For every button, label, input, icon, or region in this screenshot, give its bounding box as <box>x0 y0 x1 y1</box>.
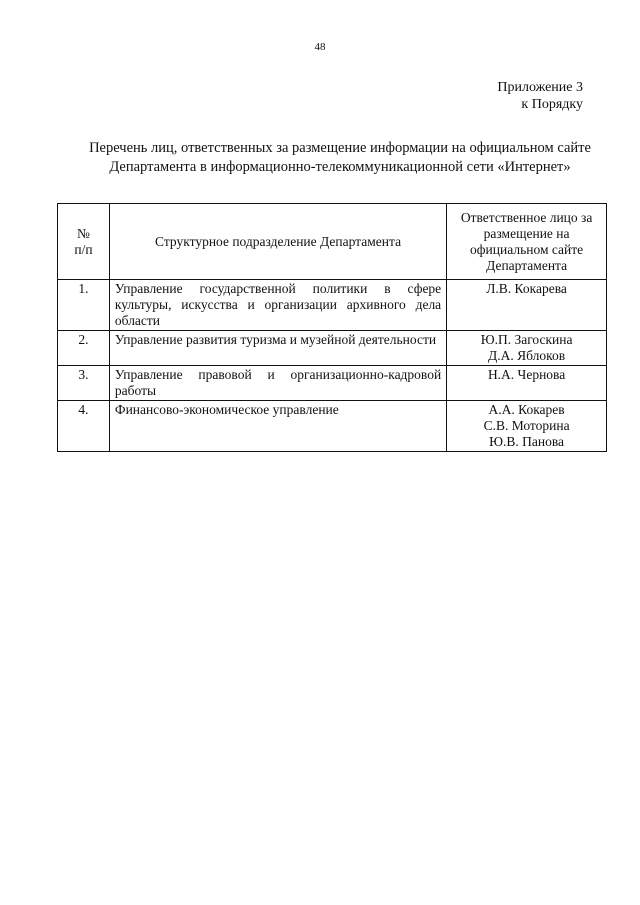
row-num: 2. <box>58 331 110 366</box>
header-num: № п/п <box>58 204 110 280</box>
row-dept: Управление развития туризма и музейной деятельности <box>109 331 446 366</box>
row-persons <box>447 280 607 331</box>
row-num: 3. <box>58 366 110 401</box>
document-title: Перечень лиц, ответственных за размещение информации на официальном сайте Департамента в информационно-телекоммуникационной сети «Интернет» <box>89 140 591 175</box>
table-row <box>58 280 607 331</box>
appendix-line-2: к Порядку <box>521 97 583 112</box>
row-num: 1. <box>58 280 110 331</box>
row-dept: Финансово-экономическое управление <box>109 401 446 452</box>
appendix-line-1: Приложение 3 <box>497 80 583 95</box>
person-name: С.В. Моторина <box>483 418 570 433</box>
row-num: 4. <box>58 401 110 452</box>
person-name: Л.В. Кокарева <box>486 281 567 296</box>
page-number: 48 <box>314 41 326 53</box>
person-name: А.А. Кокарев <box>488 402 565 417</box>
row-dept: Управление правовой и организационно-кадровой работы <box>109 366 446 401</box>
person-name: Ю.П. Загоскина <box>480 332 573 347</box>
table-row <box>58 331 607 366</box>
table-row <box>58 366 607 401</box>
appendix-block <box>497 79 583 113</box>
responsible-persons-table <box>57 203 607 452</box>
row-dept: Управление государственной политики в сфере культуры, искусства и организации архивного дела области <box>109 280 446 331</box>
row-persons <box>447 366 607 401</box>
header-dept: Структурное подразделение Департамента <box>109 204 446 280</box>
row-persons <box>447 401 607 452</box>
person-name: Д.А. Яблоков <box>488 348 566 363</box>
table-header-row <box>58 204 607 280</box>
row-persons <box>447 331 607 366</box>
person-name: Н.А. Чернова <box>487 367 566 382</box>
table-row <box>58 401 607 452</box>
person-name: Ю.В. Панова <box>489 434 565 449</box>
header-person: Ответственное лицо за размещение на официальном сайте Департамента <box>447 204 607 280</box>
